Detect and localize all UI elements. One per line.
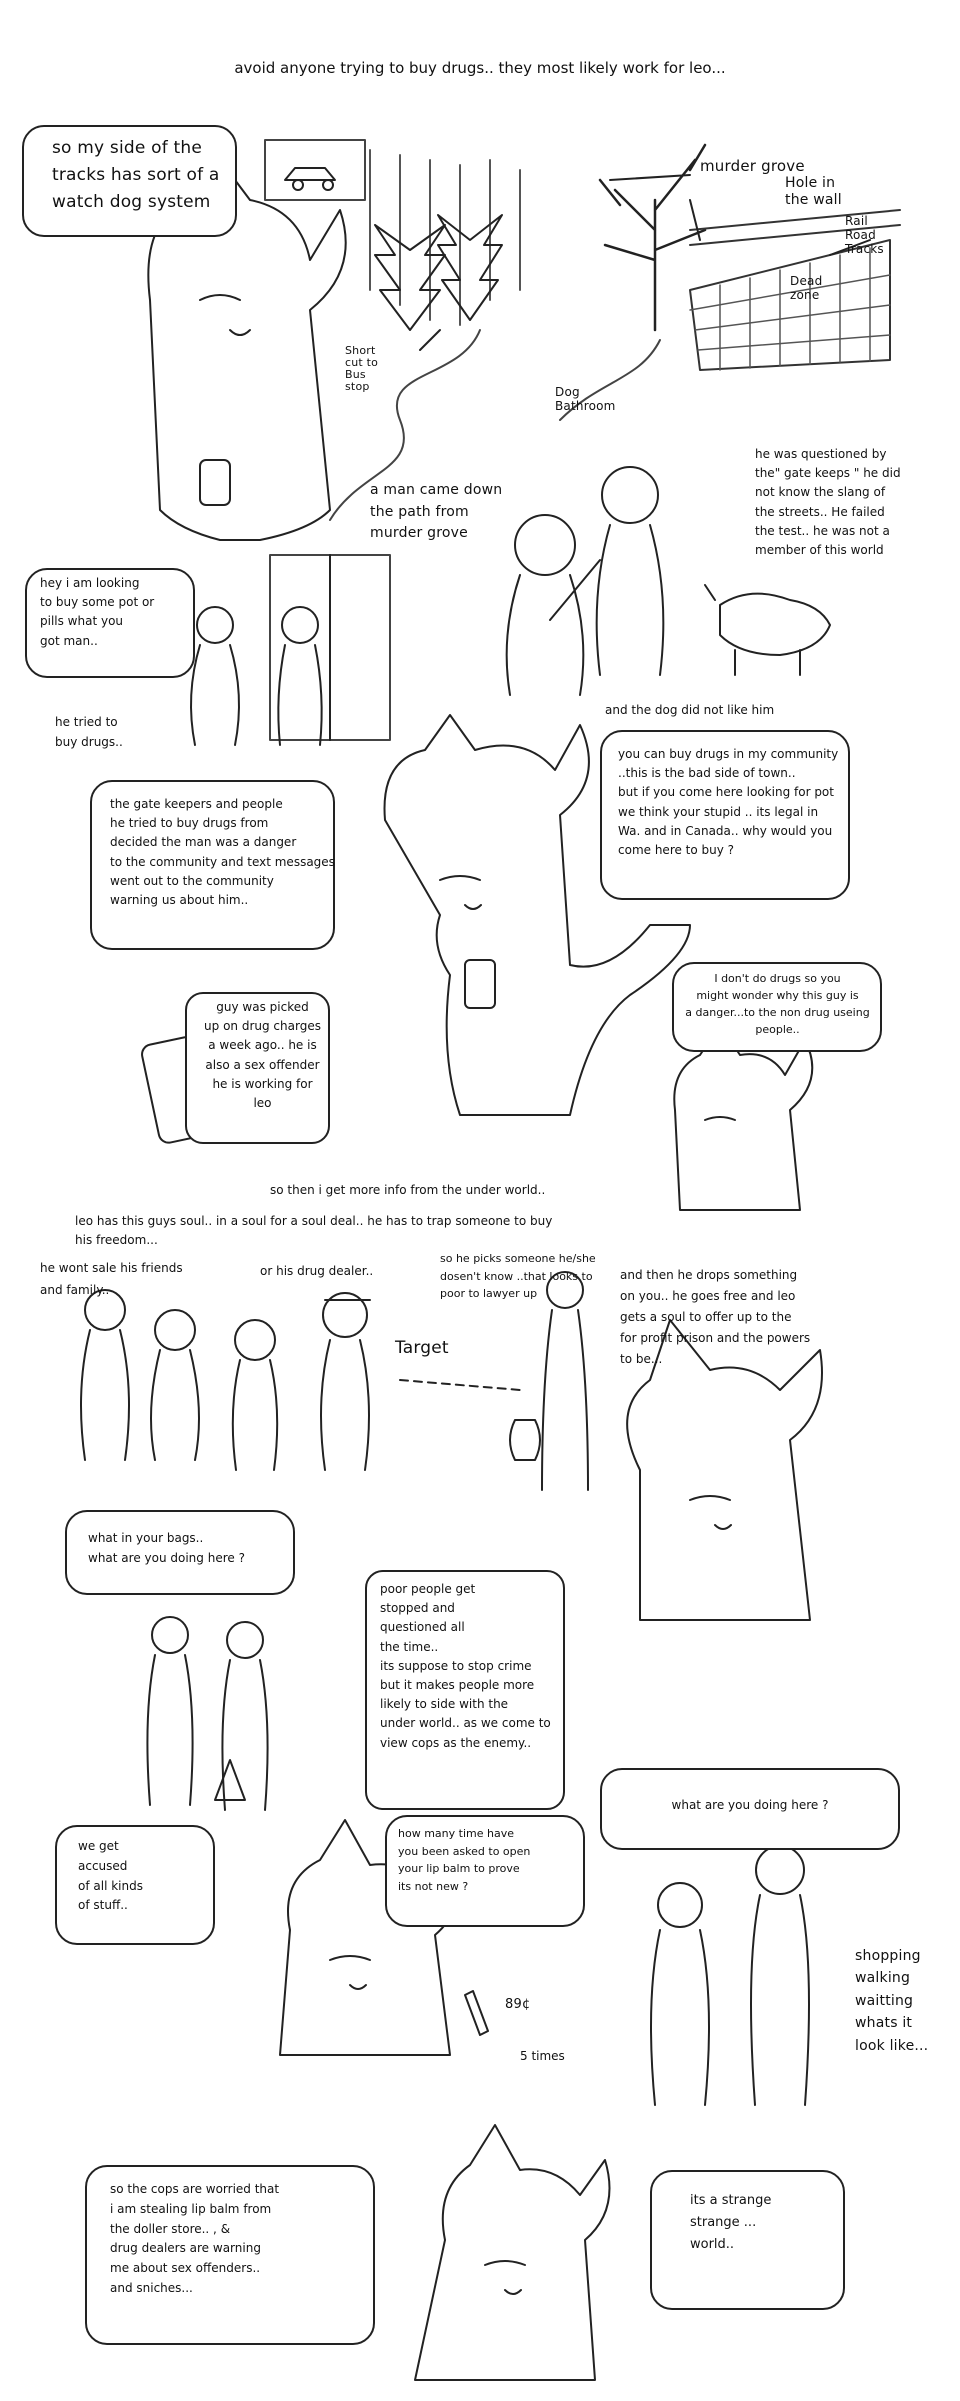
caption-drops-something: and then he drops something on you.. he goes free and leo gets a soul to offer up to the for profit prison and the powers to be... [620, 1268, 811, 1366]
caption-drug-dealer: or his drug dealer.. [260, 1264, 374, 1278]
strange-world-text: its a strange strange ... world.. [690, 2193, 772, 2253]
watch-dog-text: so my side of the tracks has sort of a watch dog system [52, 138, 220, 213]
community-text: you can buy drugs in my community ..this is the bad side of town.. but if you come here looking for pot we think your stupid .. its legal in Wa. and in Canada.. why would you come here to buy ? [618, 747, 839, 857]
doorway-sketch [191, 555, 390, 745]
caption-shopping-list: shopping walking waitting whats it look like... [855, 1948, 929, 2054]
what-doing-here-text: what are you doing here ? [671, 1798, 829, 1812]
caption-soul-deal: leo has this guys soul.. in a soul for a soul deal.. he has to trap someone to buy his freedom... [75, 1214, 553, 1248]
buy-drugs-text: hey i am looking to buy some pot or pills what you got man.. [40, 576, 155, 648]
poor-people-text: poor people get stopped and questioned all the time.. its suppose to stop crime but it makes people more likely to side with the under world.. as we come to view cops as the enemy.. [380, 1582, 551, 1750]
target-label: Target [395, 1338, 449, 1358]
gate-keepers-text: the gate keepers and people he tried to buy drugs from decided the man was a danger to the community and text messages went out to the community warning us about him.. [110, 797, 335, 907]
label-dead-zone: Dead zone [790, 274, 823, 302]
caption-gate-keepers: he was questioned by the" gate keeps " he did not know the slang of the streets.. He failed the test.. he was not a member of this world [755, 447, 901, 557]
caption-man-came-down: a man came down the path from murder grove [370, 482, 503, 542]
label-railroad-tracks: Rail Road Tracks [845, 214, 884, 256]
lip-balm-text: how many time have you been asked to open your lip balm to prove its not new ? [398, 1827, 531, 1893]
what-in-bags-text: what in your bags.. what are you doing here ? [88, 1531, 245, 1566]
label-hole-in-wall: Hole in the wall [785, 175, 842, 208]
guy-picked-text: guy was picked up on drug charges a week ago.. he is also a sex offender he is working for leo [204, 1000, 321, 1110]
price-label: 89¢ [505, 1997, 531, 2012]
caption-tried-to-buy: he tried to buy drugs.. [55, 715, 123, 750]
label-short-cut: Short cut to Bus stop [345, 344, 379, 394]
caption-picks-someone: so he picks someone he/she dosen't know ..that looks to poor to lawyer up [440, 1252, 596, 1301]
times-label: 5 times [520, 2049, 565, 2063]
label-murder-grove: murder grove [700, 157, 805, 175]
narrator-character-3 [674, 1025, 812, 1210]
narrator-character-6 [415, 2125, 610, 2380]
caption-more-info: so then i get more info from the under world.. [270, 1183, 546, 1197]
crowd-sketch [81, 1272, 588, 1490]
accused-text: we get accused of all kinds of stuff.. [78, 1839, 143, 1913]
questioning-sketch [651, 1846, 809, 2105]
police-stop-sketch [147, 1617, 267, 1810]
label-dog-bathroom: Dog Bathroom [555, 385, 616, 414]
no-drugs-text: I don't do drugs so you might wonder why this guy is a danger...to the non drug useing people.. [685, 972, 870, 1037]
cops-worried-text: so the cops are worried that i am stealing lip balm from the doller store.. , & drug dealers are warning me about sex offenders.. and sniches... [110, 2182, 280, 2295]
caption-friends-family: he wont sale his friends and family.. [40, 1261, 183, 1297]
caption-dog-did-not-like: and the dog did not like him [605, 703, 775, 717]
page-title: avoid anyone trying to buy drugs.. they most likely work for leo... [234, 59, 726, 77]
